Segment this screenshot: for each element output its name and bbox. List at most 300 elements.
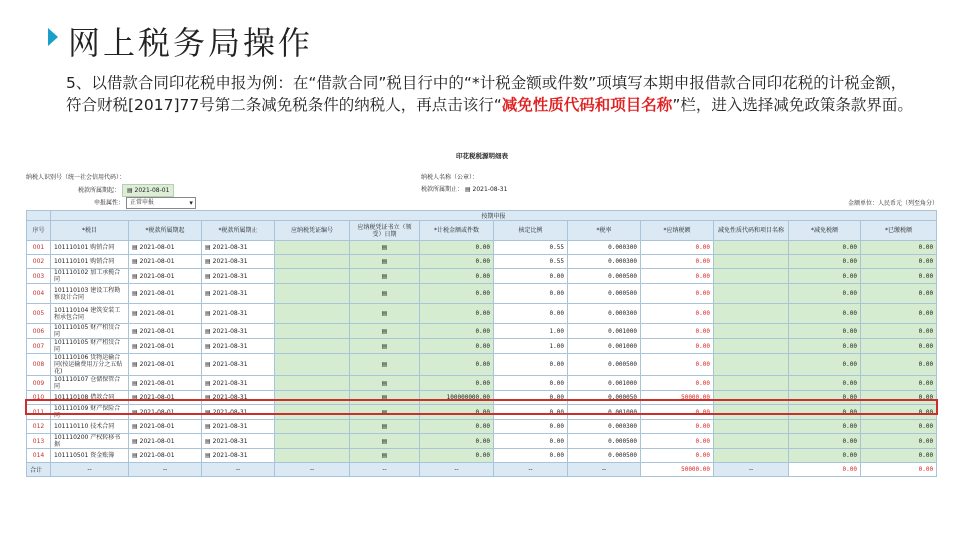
row-rate: 0.000500 [568, 434, 641, 449]
row-voucher-no-input[interactable] [275, 269, 350, 284]
row-seq: 002 [27, 255, 51, 269]
period-end-label: 税款所属期止： [421, 186, 464, 193]
row-ratio: 0.00 [494, 420, 568, 434]
row-tax-due: 0.00 [641, 269, 714, 284]
row-rate: 0.000300 [568, 420, 641, 434]
row-seq: 009 [27, 376, 51, 391]
row-period-end[interactable] [202, 376, 275, 391]
row-relief-amount[interactable]: 0.00 [789, 269, 861, 284]
column-header: 减免性质代码和项目名称 [714, 221, 789, 241]
row-tax-due: 0.00 [641, 304, 714, 324]
row-paid-amount[interactable]: 0.00 [861, 284, 937, 304]
row-voucher-no-input[interactable] [275, 339, 350, 354]
row-ratio: 0.00 [494, 434, 568, 449]
row-ratio: 0.55 [494, 241, 568, 255]
row-period-start[interactable] [129, 391, 202, 405]
row-period-end[interactable] [202, 354, 275, 376]
calendar-icon: ▤ [381, 437, 388, 445]
row-period-start[interactable] [129, 324, 202, 339]
calendar-icon: ▤ [132, 258, 138, 265]
row-paid-amount[interactable]: 0.00 [861, 324, 937, 339]
row-tax-item: 101110105 财产租赁合同 [51, 339, 129, 354]
row-period-end-value: 2021-08-31 [212, 272, 248, 280]
row-period-start-value: 2021-08-01 [139, 379, 175, 387]
row-taxable-amount-input[interactable]: 100000000.00 [420, 391, 494, 405]
row-paid-amount[interactable]: 0.00 [861, 269, 937, 284]
row-rate: 0.000300 [568, 304, 641, 324]
declare-attr-select[interactable]: 正常申报 ▾ [126, 197, 196, 209]
row-tax-due: 0.00 [641, 284, 714, 304]
row-relief-amount[interactable]: 0.00 [789, 255, 861, 269]
table-row [27, 391, 937, 405]
row-period-end-value: 2021-08-31 [212, 408, 248, 416]
row-period-end-value: 2021-08-31 [212, 342, 248, 350]
row-paid-amount[interactable]: 0.00 [861, 420, 937, 434]
row-voucher-date-input[interactable] [350, 255, 420, 269]
calendar-icon: ▤ [132, 342, 138, 350]
calendar-icon: ▤ [132, 244, 138, 251]
calendar-icon: ▤ [205, 272, 211, 280]
row-period-end[interactable] [202, 241, 275, 255]
row-period-end-value: 2021-08-31 [212, 379, 248, 387]
calendar-icon: ▤ [132, 408, 138, 416]
calendar-icon: ▤ [205, 452, 211, 459]
calendar-icon: ▤ [132, 272, 138, 280]
calendar-icon: ▤ [205, 361, 211, 368]
table-row [27, 376, 937, 391]
row-seq: 004 [27, 284, 51, 304]
column-header: 应纳税凭证编号 [275, 221, 350, 241]
total-dash: -- [202, 463, 275, 477]
row-period-start-value: 2021-08-01 [139, 342, 175, 350]
calendar-icon: ▤ [381, 258, 388, 265]
column-header: *已缴税额 [861, 221, 937, 241]
row-voucher-date-input[interactable] [350, 376, 420, 391]
row-period-start[interactable] [129, 284, 202, 304]
row-seq: 013 [27, 434, 51, 449]
calendar-icon: ▤ [205, 437, 211, 445]
row-rate: 0.000050 [568, 391, 641, 405]
row-paid-amount[interactable]: 0.00 [861, 255, 937, 269]
row-relief-code-select[interactable] [714, 376, 789, 391]
row-rate: 0.000500 [568, 284, 641, 304]
row-seq: 005 [27, 304, 51, 324]
declare-attr-field [94, 197, 196, 209]
row-paid-amount[interactable]: 0.00 [861, 434, 937, 449]
column-header: 核定比例 [494, 221, 568, 241]
period-start-value[interactable]: ▤ 2021-08-01 [122, 184, 174, 197]
row-paid-amount[interactable]: 0.00 [861, 391, 937, 405]
row-taxable-amount-input[interactable]: 0.00 [420, 304, 494, 324]
row-voucher-no-input[interactable] [275, 304, 350, 324]
row-period-end[interactable] [202, 420, 275, 434]
slide-title: 网上税务局操作 [68, 24, 314, 62]
row-relief-code-select[interactable] [714, 354, 789, 376]
row-voucher-date-input[interactable] [350, 434, 420, 449]
row-taxable-amount-input[interactable]: 0.00 [420, 339, 494, 354]
row-relief-amount[interactable]: 0.00 [789, 449, 861, 463]
calendar-icon: ▤ [381, 423, 388, 430]
row-voucher-no-input[interactable] [275, 284, 350, 304]
calendar-icon: ▤ [132, 379, 138, 387]
row-rate: 0.001000 [568, 324, 641, 339]
tax-detail-table [26, 210, 937, 477]
taxpayer-name-field [421, 172, 478, 181]
instruction-suffix: ”栏，进入选择减免政策条款界面。 [672, 96, 913, 114]
row-relief-amount[interactable]: 0.00 [789, 376, 861, 391]
row-paid-amount[interactable]: 0.00 [861, 339, 937, 354]
row-relief-amount[interactable]: 0.00 [789, 391, 861, 405]
row-tax-due: 0.00 [641, 339, 714, 354]
table-row [27, 405, 937, 420]
stamp-tax-form [26, 150, 938, 492]
calendar-icon: ▤ [205, 423, 211, 430]
taxpayer-name-label: 纳税人名称（公章）： [421, 174, 479, 181]
row-relief-amount[interactable]: 0.00 [789, 420, 861, 434]
row-relief-code-select[interactable] [714, 284, 789, 304]
total-dash: -- [568, 463, 641, 477]
table-row [27, 255, 937, 269]
row-period-start[interactable] [129, 405, 202, 420]
row-ratio: 1.00 [494, 339, 568, 354]
row-voucher-no-input[interactable] [275, 449, 350, 463]
row-voucher-date-input[interactable] [350, 405, 420, 420]
row-tax-item: 101110106 货物运输合同(按运输费用万分之五贴花) [51, 354, 129, 376]
row-seq: 014 [27, 449, 51, 463]
row-period-start[interactable] [129, 339, 202, 354]
calendar-icon: ▤ [205, 379, 211, 387]
calendar-icon: ▤ [381, 361, 388, 368]
row-period-start[interactable] [129, 255, 202, 269]
row-voucher-date-input[interactable] [350, 420, 420, 434]
row-taxable-amount-input[interactable]: 0.00 [420, 354, 494, 376]
row-relief-code-select[interactable] [714, 324, 789, 339]
total-dash: -- [350, 463, 420, 477]
table-row [27, 324, 937, 339]
row-relief-code-select[interactable] [714, 420, 789, 434]
row-relief-code-select[interactable] [714, 391, 789, 405]
row-voucher-date-input[interactable] [350, 391, 420, 405]
table-row [27, 354, 937, 376]
row-tax-due: 0.00 [641, 434, 714, 449]
form-title: 印花税税源明细表 [456, 152, 508, 160]
column-header: 应纳税凭证书立（领受）日期 [350, 221, 420, 241]
total-dash: -- [129, 463, 202, 477]
row-rate: 0.001000 [568, 376, 641, 391]
row-period-start-value: 2021-08-01 [139, 408, 175, 416]
row-seq: 010 [27, 391, 51, 405]
column-header: *税率 [568, 221, 641, 241]
row-seq: 001 [27, 241, 51, 255]
row-rate: 0.000300 [568, 241, 641, 255]
row-period-end-value: 2021-08-31 [212, 290, 248, 297]
row-relief-code-select[interactable] [714, 434, 789, 449]
row-tax-due: 0.00 [641, 405, 714, 420]
column-header: *应纳税额 [641, 221, 714, 241]
calendar-icon: ▤ [381, 290, 388, 297]
period-start-label: 税款所属期起： [78, 187, 121, 194]
row-voucher-no-input[interactable] [275, 391, 350, 405]
row-voucher-no-input[interactable] [275, 420, 350, 434]
total-tax-due: 50000.00 [641, 463, 714, 477]
row-tax-due: 50000.00 [641, 391, 714, 405]
row-period-end[interactable] [202, 269, 275, 284]
row-ratio: 0.00 [494, 269, 568, 284]
row-period-end-value: 2021-08-31 [212, 437, 248, 445]
row-period-start[interactable] [129, 304, 202, 324]
row-rate: 0.001000 [568, 405, 641, 420]
row-relief-code-select[interactable] [714, 405, 789, 420]
calendar-icon: ▤ [381, 310, 388, 317]
instruction-highlight: 减免性质代码和项目名称 [501, 96, 673, 114]
row-taxable-amount-input[interactable]: 0.00 [420, 420, 494, 434]
row-period-end[interactable] [202, 391, 275, 405]
row-relief-amount[interactable]: 0.00 [789, 434, 861, 449]
column-header: *税款所属期止 [202, 221, 275, 241]
calendar-icon: ▤ [205, 310, 211, 317]
row-voucher-date-input[interactable] [350, 354, 420, 376]
row-voucher-date-input[interactable] [350, 284, 420, 304]
instruction-text [66, 72, 916, 116]
row-relief-amount[interactable]: 0.00 [789, 324, 861, 339]
row-ratio: 1.00 [494, 324, 568, 339]
row-period-start-value: 2021-08-01 [139, 394, 175, 401]
table-row [27, 241, 937, 255]
calendar-icon: ▤ [205, 394, 211, 401]
row-period-start-value: 2021-08-01 [139, 437, 175, 445]
row-relief-amount[interactable]: 0.00 [789, 304, 861, 324]
row-tax-item: 101110200 产权转移书据 [51, 434, 129, 449]
row-voucher-date-input[interactable] [350, 324, 420, 339]
table-row [27, 269, 937, 284]
row-rate: 0.001000 [568, 339, 641, 354]
band-header: 按期申报 [51, 211, 937, 221]
row-paid-amount[interactable]: 0.00 [861, 376, 937, 391]
row-relief-amount[interactable]: 0.00 [789, 354, 861, 376]
row-voucher-no-input[interactable] [275, 434, 350, 449]
calendar-icon: ▤ [132, 394, 138, 401]
calendar-icon: ▤ [381, 394, 388, 401]
row-period-start[interactable] [129, 354, 202, 376]
row-paid-amount[interactable]: 0.00 [861, 304, 937, 324]
calendar-icon: ▤ [132, 452, 138, 459]
calendar-icon: ▤ [132, 310, 138, 317]
table-row [27, 420, 937, 434]
row-taxable-amount-input[interactable]: 0.00 [420, 434, 494, 449]
calendar-icon: ▤ [126, 187, 135, 194]
table-row [27, 449, 937, 463]
row-period-start-value: 2021-08-01 [139, 310, 175, 317]
table-row [27, 284, 937, 304]
calendar-icon: ▤ [205, 342, 211, 350]
row-relief-code-select[interactable] [714, 241, 789, 255]
row-paid-amount[interactable]: 0.00 [861, 354, 937, 376]
row-taxable-amount-input[interactable]: 0.00 [420, 269, 494, 284]
calendar-icon: ▤ [381, 244, 388, 251]
row-taxable-amount-input[interactable]: 0.00 [420, 241, 494, 255]
title-accent-marker [48, 28, 58, 46]
calendar-icon: ▤ [381, 272, 388, 280]
row-seq: 006 [27, 324, 51, 339]
row-voucher-date-input[interactable] [350, 449, 420, 463]
row-period-end-value: 2021-08-31 [212, 394, 248, 401]
row-tax-item: 101110101 购销合同 [51, 255, 129, 269]
row-period-end[interactable] [202, 434, 275, 449]
calendar-icon: ▤ [132, 327, 138, 335]
row-relief-code-select[interactable] [714, 449, 789, 463]
row-tax-due: 0.00 [641, 354, 714, 376]
row-seq: 007 [27, 339, 51, 354]
row-period-end[interactable] [202, 405, 275, 420]
row-period-start[interactable] [129, 449, 202, 463]
row-relief-amount[interactable]: 0.00 [789, 339, 861, 354]
row-period-start-value: 2021-08-01 [139, 258, 175, 265]
row-relief-code-select[interactable] [714, 255, 789, 269]
row-tax-item: 101110104 建筑安装工程承包合同 [51, 304, 129, 324]
column-header: *计税金额或件数 [420, 221, 494, 241]
row-relief-code-select[interactable] [714, 269, 789, 284]
total-dash: -- [714, 463, 789, 477]
row-relief-amount[interactable]: 0.00 [789, 284, 861, 304]
row-tax-due: 0.00 [641, 324, 714, 339]
row-taxable-amount-input[interactable]: 0.00 [420, 405, 494, 420]
row-period-start-value: 2021-08-01 [139, 423, 175, 430]
column-header: *税目 [51, 221, 129, 241]
row-ratio: 0.00 [494, 354, 568, 376]
total-row [27, 463, 937, 477]
row-period-start-value: 2021-08-01 [139, 361, 175, 368]
row-voucher-no-input[interactable] [275, 354, 350, 376]
row-period-start[interactable] [129, 420, 202, 434]
row-period-start-value: 2021-08-01 [139, 452, 175, 459]
row-voucher-no-input[interactable] [275, 376, 350, 391]
column-header: 序号 [27, 221, 51, 241]
row-period-end[interactable] [202, 304, 275, 324]
row-relief-code-select[interactable] [714, 304, 789, 324]
row-voucher-date-input[interactable] [350, 269, 420, 284]
row-period-end-value: 2021-08-31 [212, 258, 248, 265]
row-tax-due: 0.00 [641, 420, 714, 434]
row-seq: 011 [27, 405, 51, 420]
row-tax-item: 101110108 借款合同 [51, 391, 129, 405]
band-empty [27, 211, 51, 221]
row-relief-amount[interactable]: 0.00 [789, 241, 861, 255]
calendar-icon: ▤ [205, 290, 211, 297]
total-label: 合计 [27, 463, 51, 477]
row-period-end-value: 2021-08-31 [212, 244, 248, 251]
row-relief-amount[interactable]: 0.00 [789, 405, 861, 420]
row-ratio: 0.00 [494, 405, 568, 420]
row-period-end[interactable] [202, 255, 275, 269]
calendar-icon: ▤ [205, 408, 211, 416]
row-relief-code-select[interactable] [714, 339, 789, 354]
row-ratio: 0.55 [494, 255, 568, 269]
calendar-icon: ▤ [205, 244, 211, 251]
row-tax-due: 0.00 [641, 255, 714, 269]
calendar-icon: ▤ [132, 290, 138, 297]
row-paid-amount[interactable]: 0.00 [861, 449, 937, 463]
row-voucher-no-input[interactable] [275, 241, 350, 255]
row-tax-item: 101110103 建设工程勘察设计合同 [51, 284, 129, 304]
row-period-start[interactable] [129, 241, 202, 255]
row-period-end-value: 2021-08-31 [212, 310, 248, 317]
row-period-start[interactable] [129, 269, 202, 284]
row-period-end[interactable] [202, 339, 275, 354]
instruction-prefix: 5、以借款合同印花税申报为例：在“借款合同”税目行中的“*计税金额或件数”项填写本期申报借款合同印花税的计税金额，符合财税[2017]77号第二条减免税条件的纳税人，再点击该行“ [66, 74, 907, 114]
row-paid-amount[interactable]: 0.00 [861, 405, 937, 420]
total-dash: -- [51, 463, 129, 477]
currency-unit-note: 金额单位：人民币元（列至角分） [847, 200, 938, 207]
row-voucher-no-input[interactable] [275, 324, 350, 339]
row-period-end-value: 2021-08-31 [212, 423, 248, 430]
row-tax-item: 101110501 资金账簿 [51, 449, 129, 463]
row-period-end[interactable] [202, 284, 275, 304]
total-paid: 0.00 [861, 463, 937, 477]
row-tax-item: 101110109 财产保险合同 [51, 405, 129, 420]
period-start-field [78, 184, 174, 197]
row-seq: 012 [27, 420, 51, 434]
calendar-icon: ▤ [381, 408, 388, 416]
row-paid-amount[interactable]: 0.00 [861, 241, 937, 255]
row-rate: 0.000500 [568, 449, 641, 463]
row-ratio: 0.00 [494, 284, 568, 304]
row-period-start[interactable] [129, 376, 202, 391]
table-row [27, 304, 937, 324]
row-period-start[interactable] [129, 434, 202, 449]
row-rate: 0.000500 [568, 354, 641, 376]
row-taxable-amount-input[interactable]: 0.00 [420, 324, 494, 339]
row-period-end[interactable] [202, 324, 275, 339]
row-taxable-amount-input[interactable]: 0.00 [420, 449, 494, 463]
row-tax-due: 0.00 [641, 376, 714, 391]
row-ratio: 0.00 [494, 304, 568, 324]
row-voucher-date-input[interactable] [350, 339, 420, 354]
row-voucher-date-input[interactable] [350, 241, 420, 255]
calendar-icon: ▤ [205, 327, 211, 335]
calendar-icon: ▤ [132, 437, 138, 445]
taxpayer-id-label: 纳税人识别号（统一社会信用代码）： [26, 174, 126, 181]
row-period-end-value: 2021-08-31 [212, 361, 248, 368]
calendar-icon: ▤ [381, 327, 388, 335]
row-period-end[interactable] [202, 449, 275, 463]
table-row [27, 339, 937, 354]
row-voucher-no-input[interactable] [275, 405, 350, 420]
row-voucher-no-input[interactable] [275, 255, 350, 269]
calendar-icon: ▤ [381, 342, 388, 350]
period-end-field [421, 184, 507, 193]
row-tax-item: 101110107 仓储保管合同 [51, 376, 129, 391]
row-seq: 008 [27, 354, 51, 376]
calendar-icon: ▤ [464, 186, 473, 193]
calendar-icon: ▤ [205, 258, 211, 265]
row-period-start-value: 2021-08-01 [139, 244, 175, 251]
row-tax-item: 101110110 技术合同 [51, 420, 129, 434]
total-dash: -- [420, 463, 494, 477]
row-period-end-value: 2021-08-31 [212, 452, 248, 459]
row-taxable-amount-input[interactable]: 0.00 [420, 255, 494, 269]
row-rate: 0.000300 [568, 255, 641, 269]
column-header: *减免税额 [789, 221, 861, 241]
declare-attr-label: 申报属性： [94, 199, 125, 207]
row-period-end-value: 2021-08-31 [212, 327, 248, 335]
row-tax-item: 101110101 购销合同 [51, 241, 129, 255]
calendar-icon: ▤ [381, 452, 388, 459]
row-taxable-amount-input[interactable]: 0.00 [420, 376, 494, 391]
row-seq: 003 [27, 269, 51, 284]
row-period-start-value: 2021-08-01 [139, 327, 175, 335]
row-voucher-date-input[interactable] [350, 304, 420, 324]
row-taxable-amount-input[interactable]: 0.00 [420, 284, 494, 304]
